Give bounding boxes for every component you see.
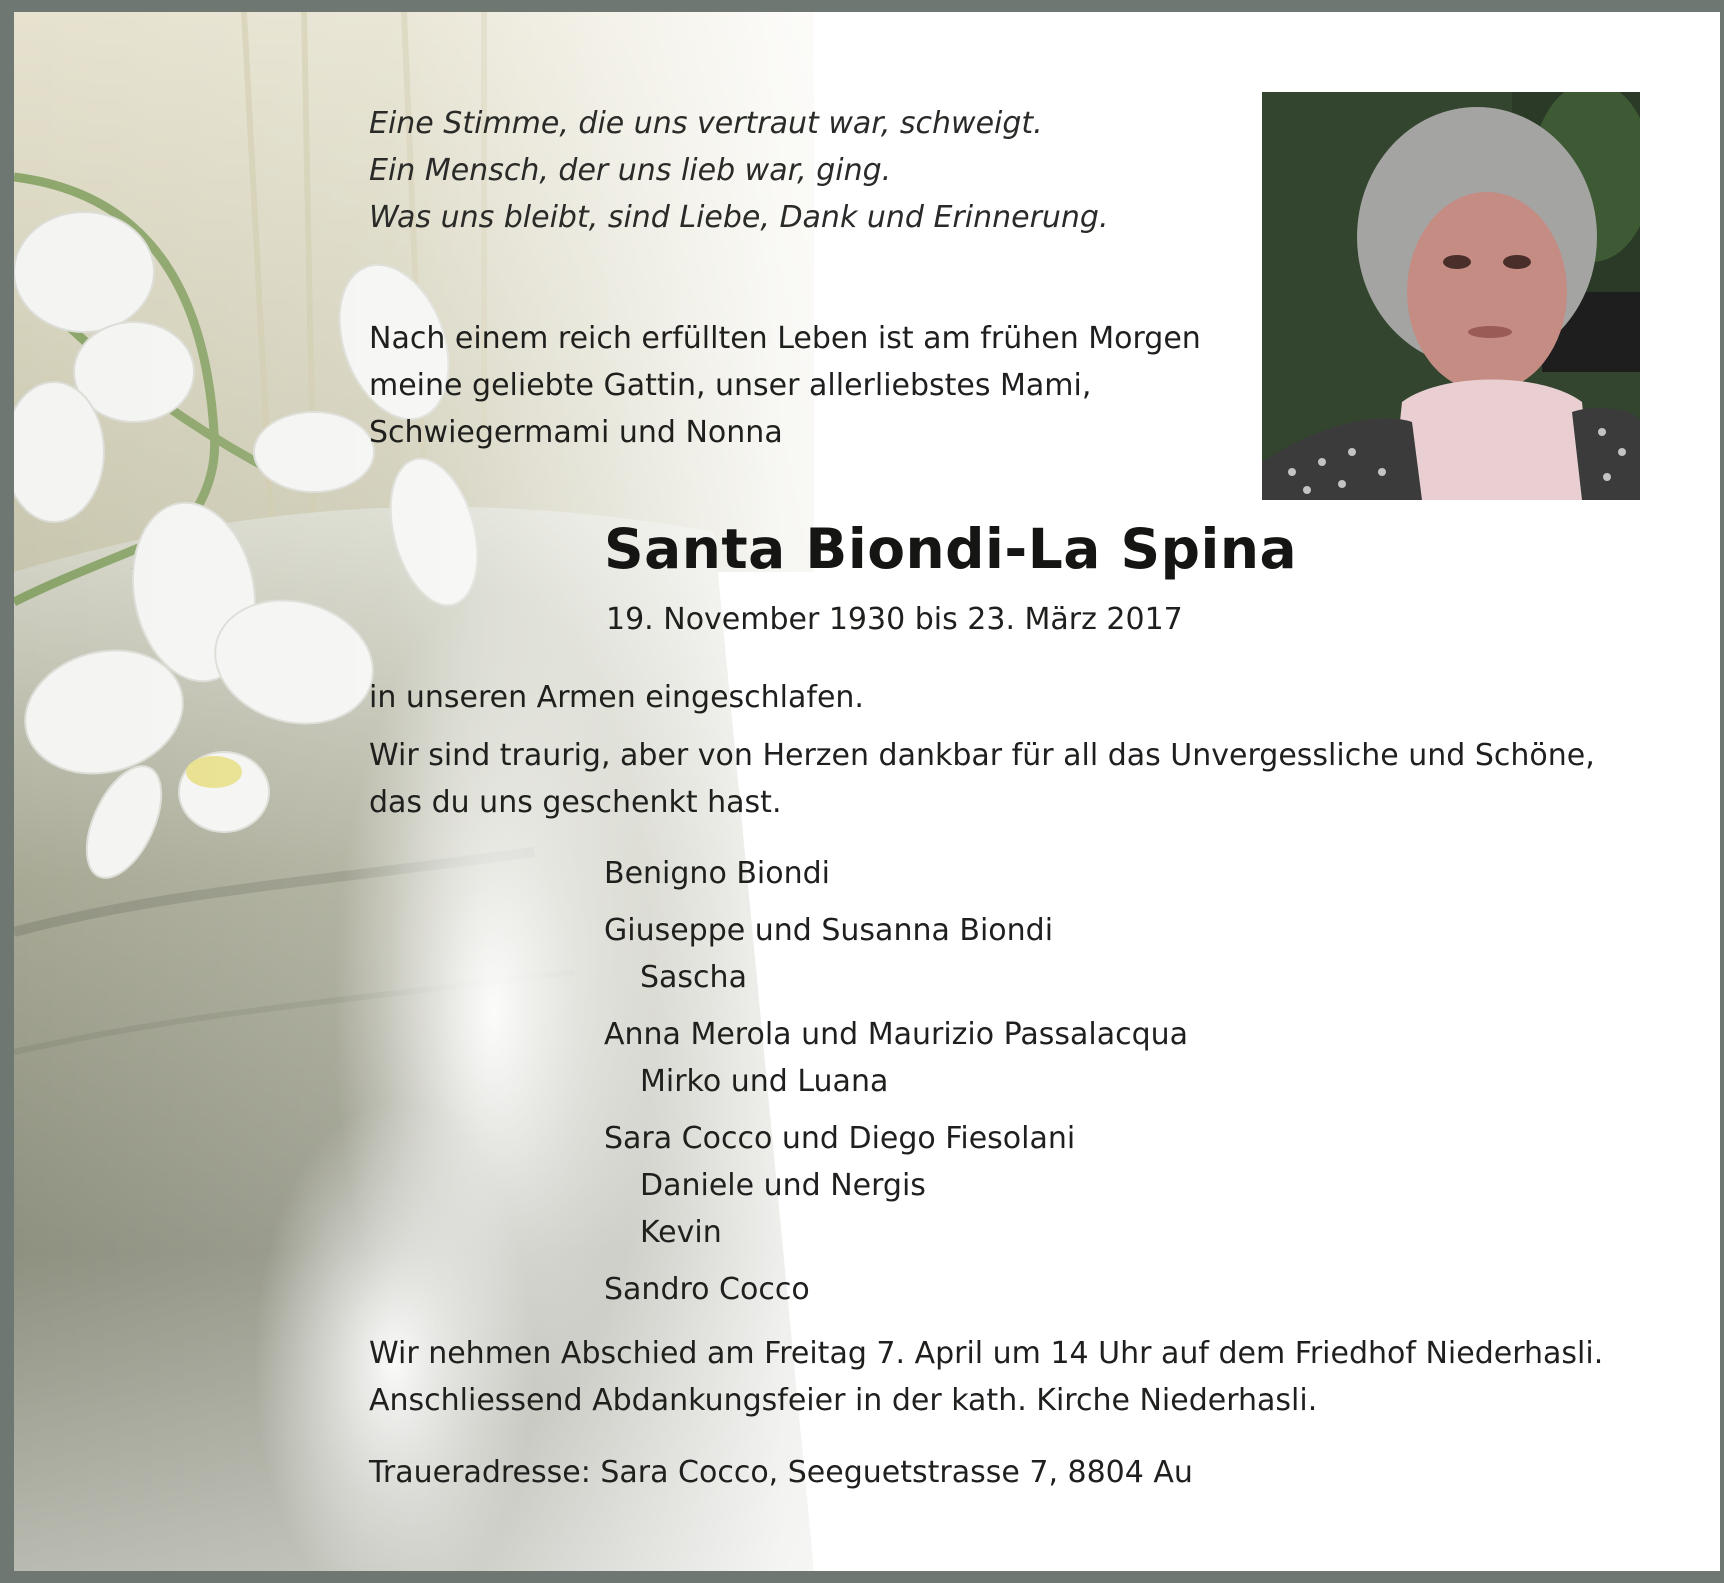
life-dates: 19. November 1930 bis 23. März 2017 <box>606 602 1183 637</box>
motto-line: Was uns bleibt, sind Liebe, Dank und Erinnerung. <box>369 200 1109 235</box>
mourner-name: Sandro Cocco <box>604 1272 810 1307</box>
intro-paragraph <box>369 315 1201 456</box>
mourner-child: Mirko und Luana <box>640 1064 889 1099</box>
gratitude-line: das du uns geschenkt hast. <box>369 785 782 820</box>
mourner-child: Kevin <box>640 1215 722 1250</box>
address-text: Traueradresse: Sara Cocco, Seeguetstrasse 7, 8804 Au <box>369 1455 1193 1490</box>
portrait-photo <box>1262 92 1640 500</box>
intro-line: meine geliebte Gattin, unser allerliebstes Mami, <box>369 368 1092 403</box>
mourner-child: Sascha <box>640 960 747 995</box>
memorial-motto <box>369 100 1109 241</box>
funeral-info <box>369 1330 1603 1424</box>
mourner-name: Giuseppe und Susanna Biondi <box>604 913 1054 948</box>
gratitude-paragraph <box>369 732 1595 826</box>
mourning-address <box>369 1449 1193 1496</box>
mourners-list <box>604 850 1188 1313</box>
mourner-child: Daniele und Nergis <box>640 1168 926 1203</box>
passing-text: in unseren Armen eingeschlafen. <box>369 680 864 715</box>
funeral-line: Anschliessend Abdankungsfeier in der kath. Kirche Niederhasli. <box>369 1383 1318 1418</box>
gratitude-line: Wir sind traurig, aber von Herzen dankbar für all das Unvergessliche und Schöne, <box>369 738 1595 773</box>
deceased-name: Santa Biondi-La Spina <box>604 517 1298 581</box>
intro-line: Schwiegermami und Nonna <box>369 415 783 450</box>
mourner-name: Anna Merola und Maurizio Passalacqua <box>604 1017 1189 1052</box>
motto-line: Ein Mensch, der uns lieb war, ging. <box>369 153 892 188</box>
intro-line: Nach einem reich erfüllten Leben ist am frühen Morgen <box>369 321 1201 356</box>
passing-line <box>369 674 864 721</box>
mourner-name: Sara Cocco und Diego Fiesolani <box>604 1121 1076 1156</box>
motto-line: Eine Stimme, die uns vertraut war, schweigt. <box>369 106 1043 141</box>
mourner-name: Benigno Biondi <box>604 856 830 891</box>
funeral-line: Wir nehmen Abschied am Freitag 7. April um 14 Uhr auf dem Friedhof Niederhasli. <box>369 1336 1604 1371</box>
